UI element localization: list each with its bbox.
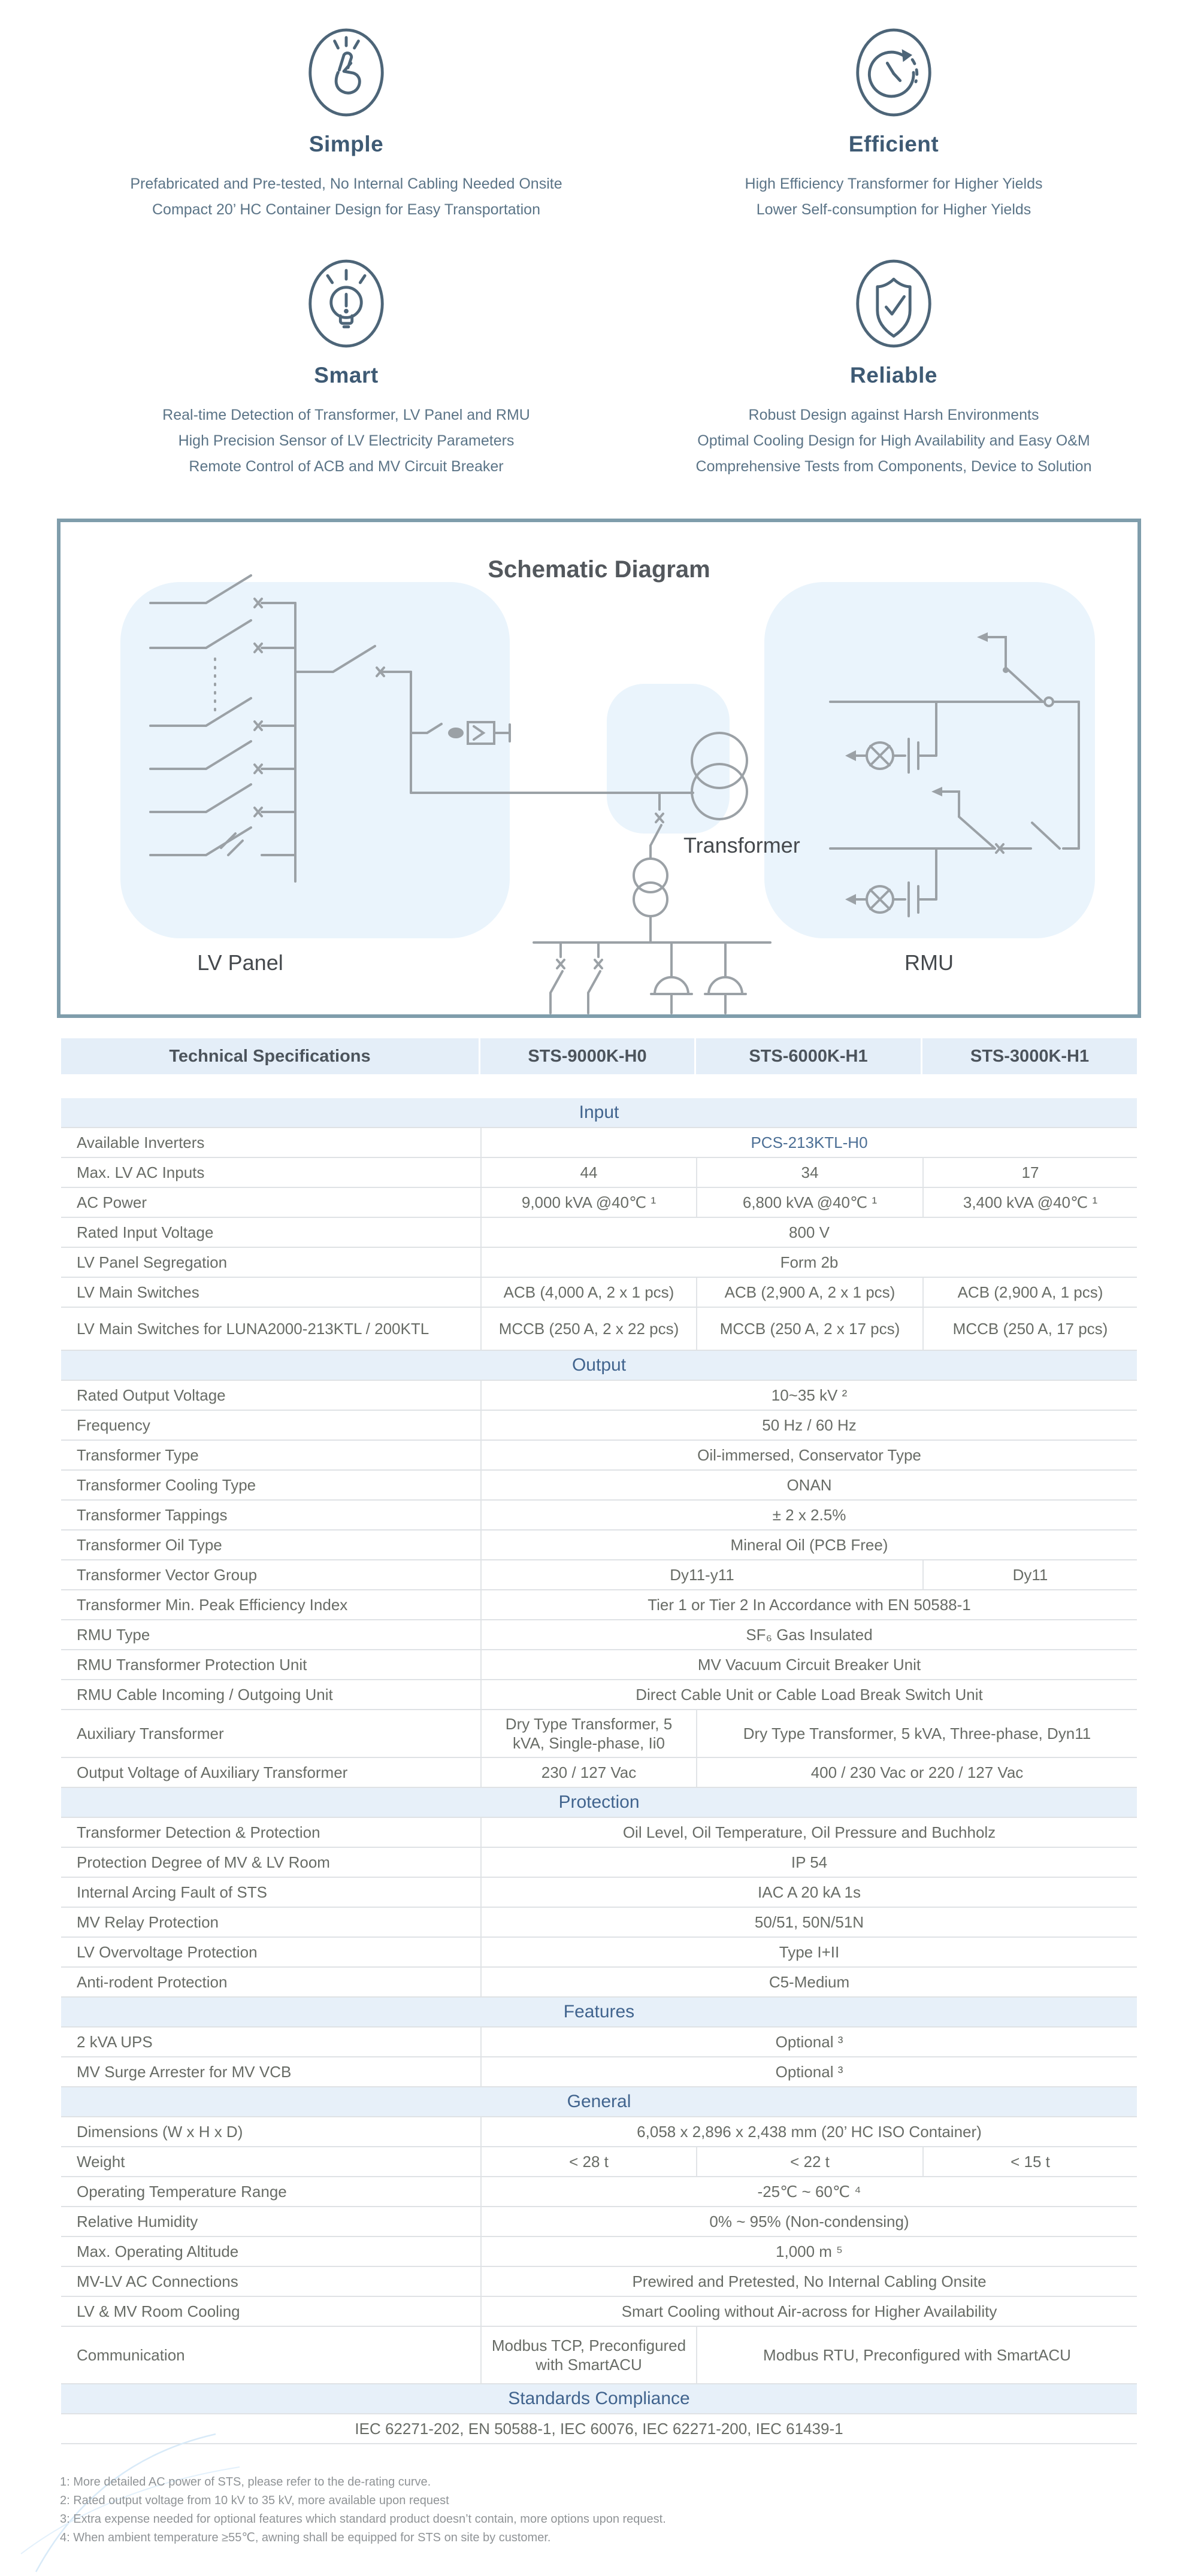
table-row xyxy=(61,1128,1137,1158)
table-row xyxy=(61,2297,1137,2327)
table-row xyxy=(61,1848,1137,1878)
spec-value: ACB (2,900 A, 1 pcs) xyxy=(922,1278,1137,1307)
feature-efficient xyxy=(612,25,1175,223)
row-label: Dimensions (W x H x D) xyxy=(77,2123,243,2141)
table-row xyxy=(61,2147,1137,2177)
spec-value: -25℃ ~ 60℃ ⁴ xyxy=(480,2177,1137,2206)
row-label: Transformer Min. Peak Efficiency Index xyxy=(77,1596,348,1614)
table-row xyxy=(61,1590,1137,1620)
table-row xyxy=(61,2207,1137,2237)
spec-value: PCS-213KTL-H0 xyxy=(480,1128,1137,1157)
footnotes xyxy=(60,2473,666,2547)
spec-value: C5-Medium xyxy=(480,1968,1137,1996)
row-label: Max. LV AC Inputs xyxy=(77,1163,205,1181)
spec-value: Mineral Oil (PCB Free) xyxy=(480,1531,1137,1559)
row-label: Transformer Tappings xyxy=(77,1506,228,1524)
spec-value: ACB (2,900 A, 2 x 1 pcs) xyxy=(696,1278,922,1307)
row-label: Transformer Oil Type xyxy=(77,1536,222,1554)
row-label: Rated Input Voltage xyxy=(77,1223,214,1241)
section-title-input: Input xyxy=(61,1098,1137,1128)
feature-title: Efficient xyxy=(848,132,939,156)
table-row xyxy=(61,2057,1137,2087)
spec-value: Form 2b xyxy=(480,1248,1137,1277)
table-row xyxy=(61,1218,1137,1248)
footnote: 1: More detailed AC power of STS, please refer to the de-rating curve. xyxy=(60,2475,431,2489)
spec-value: 44 xyxy=(480,1158,696,1187)
table-row xyxy=(61,1680,1137,1710)
row-label: Transformer Cooling Type xyxy=(77,1476,256,1494)
spec-value: 17 xyxy=(922,1158,1137,1187)
row-label: Transformer Detection & Protection xyxy=(77,1823,320,1841)
spec-value: ± 2 x 2.5% xyxy=(480,1501,1137,1529)
feature-line: High Efficiency Transformer for Higher Yields xyxy=(745,175,1043,192)
spec-value: 34 xyxy=(696,1158,922,1187)
row-label: LV Overvoltage Protection xyxy=(77,1943,258,1961)
table-row xyxy=(61,2267,1137,2297)
transformer-label: Transformer xyxy=(683,833,800,857)
row-label: LV Main Switches xyxy=(77,1283,199,1301)
table-row xyxy=(61,1308,1137,1351)
feature-line: Robust Design against Harsh Environments xyxy=(748,407,1039,423)
table-row xyxy=(61,1471,1137,1501)
feature-line: Real-time Detection of Transformer, LV Panel and RMU xyxy=(162,407,530,423)
row-label: RMU Cable Incoming / Outgoing Unit xyxy=(77,1686,333,1704)
table-header-row xyxy=(61,1038,1137,1074)
spec-value: Smart Cooling without Air-across for Higher Availability xyxy=(480,2297,1137,2326)
table-row xyxy=(61,1908,1137,1938)
row-label: LV Panel Segregation xyxy=(77,1253,228,1271)
spec-value: Tier 1 or Tier 2 In Accordance with EN 50588-1 xyxy=(480,1590,1137,1619)
spec-value: Oil-immersed, Conservator Type xyxy=(480,1441,1137,1469)
clock-efficiency-icon xyxy=(853,25,934,120)
table-row xyxy=(61,1758,1137,1788)
spec-value: Modbus RTU, Preconfigured with SmartACU xyxy=(696,2327,1137,2383)
rmu-label: RMU xyxy=(904,950,954,975)
lv-panel-label: LV Panel xyxy=(197,950,283,975)
row-label: Frequency xyxy=(77,1416,150,1434)
spec-value: Dy11-y11 xyxy=(480,1560,922,1589)
row-label: Protection Degree of MV & LV Room xyxy=(77,1853,330,1871)
row-label: Max. Operating Altitude xyxy=(77,2242,239,2260)
spec-value: 6,800 kVA @40℃ ¹ xyxy=(696,1188,922,1217)
footnote: 2: Rated output voltage from 10 kV to 35 kV, more available upon request xyxy=(60,2494,449,2507)
section-title-protection: Protection xyxy=(61,1788,1137,1818)
spec-value: 10~35 kV ² xyxy=(480,1381,1137,1410)
table-row xyxy=(61,1650,1137,1680)
spec-value: Optional ³ xyxy=(480,2057,1137,2086)
spec-value: Type I+II xyxy=(480,1938,1137,1966)
spec-value: Direct Cable Unit or Cable Load Break Switch Unit xyxy=(480,1680,1137,1709)
spec-value: SF₆ Gas Insulated xyxy=(480,1620,1137,1649)
section-title-standards: Standards Compliance xyxy=(61,2384,1137,2414)
feature-reliable xyxy=(612,256,1175,480)
schematic-title: Schematic Diagram xyxy=(488,556,710,583)
row-label: RMU Type xyxy=(77,1626,150,1644)
table-row xyxy=(61,1968,1137,1998)
spec-value: 3,400 kVA @40℃ ¹ xyxy=(922,1188,1137,1217)
spec-value: Optional ³ xyxy=(480,2028,1137,2056)
spec-value: Dry Type Transformer, 5 kVA, Three-phase, Dyn11 xyxy=(696,1710,1137,1757)
table-row xyxy=(61,1188,1137,1218)
row-label: Relative Humidity xyxy=(77,2213,198,2230)
standards-value: IEC 62271-202, EN 50588-1, IEC 60076, IEC 62271-200, IEC 61439-1 xyxy=(355,2420,843,2438)
row-label: MV Surge Arrester for MV VCB xyxy=(77,2063,292,2081)
row-label: Auxiliary Transformer xyxy=(77,1725,224,1742)
row-label: LV Main Switches for LUNA2000-213KTL / 200KTL xyxy=(77,1320,429,1338)
snap-fingers-icon xyxy=(305,25,387,120)
feature-line: Comprehensive Tests from Components, Device to Solution xyxy=(695,458,1092,475)
table-row xyxy=(61,1381,1137,1411)
row-label: Transformer Type xyxy=(77,1446,199,1464)
spec-value: 400 / 230 Vac or 220 / 127 Vac xyxy=(696,1758,1137,1787)
feature-smart xyxy=(65,256,628,480)
feature-simple xyxy=(65,25,628,223)
feature-title: Smart xyxy=(314,363,379,387)
spec-value: Dry Type Transformer, 5 kVA, Single-phase, Ii0 xyxy=(480,1710,696,1757)
spec-value: 50/51, 50N/51N xyxy=(480,1908,1137,1936)
footnote: 4: When ambient temperature ≥55℃, awning shall be equipped for STS on site by customer. xyxy=(60,2531,551,2544)
header-model-1: STS-9000K-H0 xyxy=(480,1038,696,1074)
spec-value: Modbus TCP, Preconfigured with SmartACU xyxy=(480,2327,696,2383)
table-row xyxy=(61,1620,1137,1650)
row-label: Weight xyxy=(77,2153,125,2171)
feature-line: Lower Self-consumption for Higher Yields xyxy=(756,201,1031,218)
lightbulb-icon xyxy=(305,256,387,351)
table-row xyxy=(61,1878,1137,1908)
row-label: Available Inverters xyxy=(77,1134,205,1151)
feature-title: Reliable xyxy=(850,363,937,387)
spec-value: MCCB (250 A, 2 x 22 pcs) xyxy=(480,1308,696,1350)
table-row xyxy=(61,2237,1137,2267)
row-label: MV Relay Protection xyxy=(77,1913,219,1931)
spec-value: MCCB (250 A, 2 x 17 pcs) xyxy=(696,1308,922,1350)
table-row xyxy=(61,2177,1137,2207)
row-label: Output Voltage of Auxiliary Transformer xyxy=(77,1763,348,1781)
row-label: Transformer Vector Group xyxy=(77,1566,258,1584)
spec-value: 1,000 m ⁵ xyxy=(480,2237,1137,2266)
section-title-general: General xyxy=(61,2087,1137,2117)
shield-check-icon xyxy=(853,256,934,351)
section-title-features: Features xyxy=(61,1998,1137,2028)
spec-value: MCCB (250 A, 17 pcs) xyxy=(922,1308,1137,1350)
row-label: Anti-rodent Protection xyxy=(77,1973,228,1991)
row-label: MV-LV AC Connections xyxy=(77,2272,238,2290)
table-row xyxy=(61,1938,1137,1968)
section-title-output: Output xyxy=(61,1351,1137,1381)
header-spec: Technical Specifications xyxy=(61,1038,480,1074)
table-row xyxy=(61,1441,1137,1471)
rmu-region xyxy=(764,582,1095,938)
table-row xyxy=(61,1278,1137,1308)
spec-value: Prewired and Pretested, No Internal Cabling Onsite xyxy=(480,2267,1137,2296)
spec-value: 800 V xyxy=(480,1218,1137,1247)
table-row xyxy=(61,2028,1137,2057)
feature-line: High Precision Sensor of LV Electricity Parameters xyxy=(178,432,515,449)
spec-value: ACB (4,000 A, 2 x 1 pcs) xyxy=(480,1278,696,1307)
table-row xyxy=(61,1248,1137,1278)
spec-value: 6,058 x 2,896 x 2,438 mm (20’ HC ISO Container) xyxy=(480,2117,1137,2146)
table-row xyxy=(61,2327,1137,2384)
spec-value: < 15 t xyxy=(922,2147,1137,2176)
table-row xyxy=(61,1411,1137,1441)
row-label: AC Power xyxy=(77,1193,147,1211)
spec-value: 50 Hz / 60 Hz xyxy=(480,1411,1137,1439)
table-row xyxy=(61,1710,1137,1758)
feature-title: Simple xyxy=(308,132,384,156)
spec-value: IP 54 xyxy=(480,1848,1137,1877)
feature-line: Optimal Cooling Design for High Availability and Easy O&M xyxy=(697,432,1090,449)
spec-value: < 22 t xyxy=(696,2147,922,2176)
spec-value: IAC A 20 kA 1s xyxy=(480,1878,1137,1907)
header-model-3: STS-3000K-H1 xyxy=(970,1046,1090,1066)
feature-line: Prefabricated and Pre-tested, No Internal Cabling Needed Onsite xyxy=(130,175,562,192)
spec-value: Oil Level, Oil Temperature, Oil Pressure and Buchholz xyxy=(480,1818,1137,1847)
table-row xyxy=(61,1531,1137,1560)
row-label: RMU Transformer Protection Unit xyxy=(77,1656,307,1674)
table-row xyxy=(61,2414,1137,2444)
spec-value: Dy11 xyxy=(922,1560,1137,1589)
spec-value: ONAN xyxy=(480,1471,1137,1499)
header-model-2: STS-6000K-H1 xyxy=(696,1038,922,1074)
table-row xyxy=(61,1501,1137,1531)
spec-value: 9,000 kVA @40℃ ¹ xyxy=(480,1188,696,1217)
lv-panel-region xyxy=(120,582,510,938)
row-label: Rated Output Voltage xyxy=(77,1386,226,1404)
feature-line: Compact 20’ HC Container Design for Easy Transportation xyxy=(152,201,540,218)
spec-value: 230 / 127 Vac xyxy=(480,1758,696,1787)
table-row xyxy=(61,2117,1137,2147)
spec-value: < 28 t xyxy=(480,2147,696,2176)
feature-line: Remote Control of ACB and MV Circuit Breaker xyxy=(189,458,504,475)
footnote: 3: Extra expense needed for optional features which standard product doesn’t contain, more options upon request. xyxy=(60,2513,666,2526)
row-label: Communication xyxy=(77,2346,185,2364)
table-row xyxy=(61,1818,1137,1848)
spec-value: MV Vacuum Circuit Breaker Unit xyxy=(480,1650,1137,1679)
transformer-region xyxy=(607,684,730,834)
technical-specifications-table xyxy=(61,1038,1137,2444)
table-row xyxy=(61,1158,1137,1188)
spec-value: 0% ~ 95% (Non-condensing) xyxy=(480,2207,1137,2236)
table-row xyxy=(61,1560,1137,1590)
row-label: Internal Arcing Fault of STS xyxy=(77,1883,267,1901)
row-label: LV & MV Room Cooling xyxy=(77,2302,240,2320)
row-label: 2 kVA UPS xyxy=(77,2033,153,2051)
row-label: Operating Temperature Range xyxy=(77,2183,287,2201)
schematic-diagram-panel xyxy=(57,519,1141,1018)
